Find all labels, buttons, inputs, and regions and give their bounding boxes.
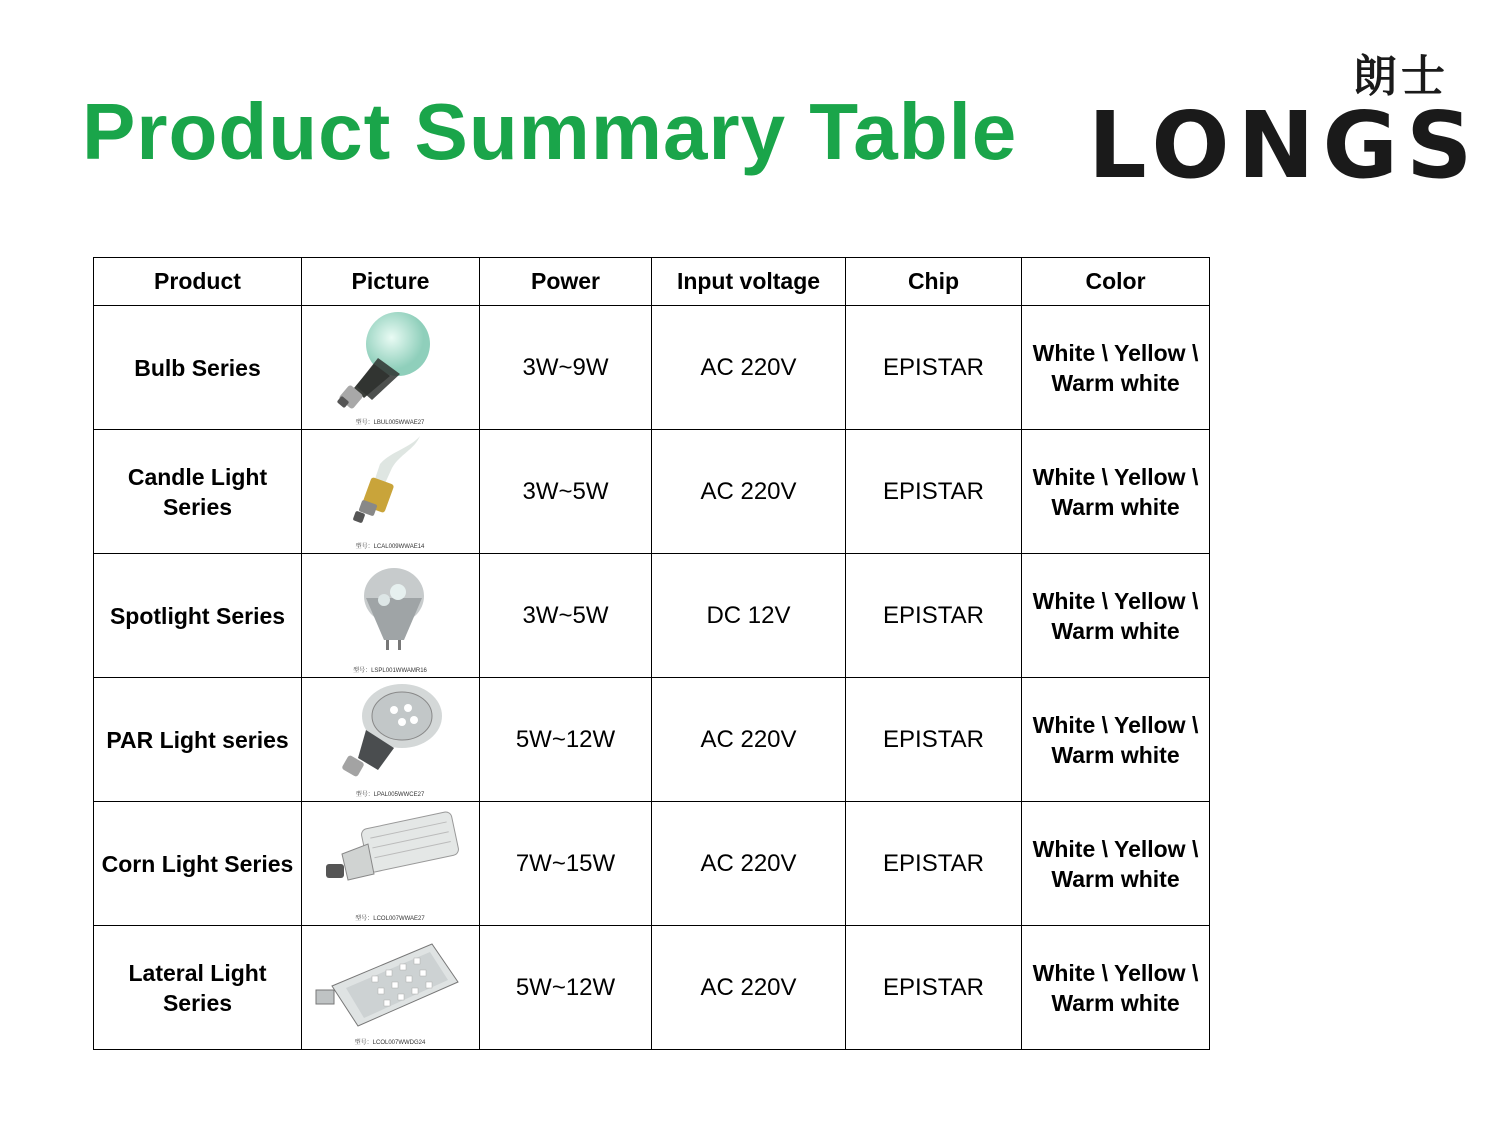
- table-row: [94, 678, 1210, 802]
- picture-cell: [302, 430, 480, 554]
- header-input-voltage: Input voltage: [652, 258, 846, 306]
- product-name: Candle Light Series: [94, 430, 302, 554]
- spotlight-icon: [302, 554, 478, 677]
- color-line-2: Warm white: [1051, 493, 1180, 520]
- picture-cell: [302, 678, 480, 802]
- chip-value: EPISTAR: [846, 306, 1022, 430]
- table-row: [94, 802, 1210, 926]
- table-header-row: [94, 258, 1210, 306]
- table-row: [94, 306, 1210, 430]
- color-line-1: White \ Yellow \: [1032, 463, 1199, 490]
- header-chip: Chip: [846, 258, 1022, 306]
- logo-chinese-text: 朗士: [1353, 52, 1449, 101]
- voltage-value: DC 12V: [652, 554, 846, 678]
- chip-value: EPISTAR: [846, 678, 1022, 802]
- voltage-value: AC 220V: [652, 802, 846, 926]
- color-line-1: White \ Yellow \: [1032, 711, 1199, 738]
- picture-cell: [302, 802, 480, 926]
- picture-cell: [302, 926, 480, 1050]
- color-line-1: White \ Yellow \: [1032, 959, 1199, 986]
- color-line-2: Warm white: [1051, 865, 1180, 892]
- color-value: [1022, 306, 1210, 430]
- product-summary-table: [93, 257, 1210, 1050]
- voltage-value: AC 220V: [652, 678, 846, 802]
- color-value: [1022, 430, 1210, 554]
- color-line-2: Warm white: [1051, 741, 1180, 768]
- picture-caption: 型号：LSPL001WWAMR16: [353, 668, 427, 674]
- picture-caption: 型号：LPAL005WWCE27: [355, 792, 425, 798]
- product-name: Spotlight Series: [94, 554, 302, 678]
- header-picture: Picture: [302, 258, 480, 306]
- bulb-icon: [302, 306, 478, 429]
- color-line-1: White \ Yellow \: [1032, 587, 1199, 614]
- table-row: [94, 554, 1210, 678]
- product-name: Bulb Series: [94, 306, 302, 430]
- picture-cell: [302, 554, 480, 678]
- chip-value: EPISTAR: [846, 430, 1022, 554]
- voltage-value: AC 220V: [652, 306, 846, 430]
- color-line-1: White \ Yellow \: [1032, 339, 1199, 366]
- header-product: Product: [94, 258, 302, 306]
- corn-light-icon: [302, 802, 478, 925]
- product-name: Corn Light Series: [94, 802, 302, 926]
- power-value: 5W~12W: [480, 678, 652, 802]
- color-line-2: Warm white: [1051, 989, 1180, 1016]
- power-value: 3W~5W: [480, 554, 652, 678]
- color-line-2: Warm white: [1051, 369, 1180, 396]
- picture-cell: [302, 306, 480, 430]
- color-line-2: Warm white: [1051, 617, 1180, 644]
- picture-caption: 型号：LCAL009WWAE14: [355, 544, 425, 550]
- header-color: Color: [1022, 258, 1210, 306]
- longs-logo: [1088, 52, 1481, 199]
- par-light-icon: [302, 678, 478, 801]
- candle-light-icon: [302, 430, 478, 553]
- picture-caption: 型号：LCOL007WWAE27: [355, 916, 425, 922]
- color-value: [1022, 802, 1210, 926]
- voltage-value: AC 220V: [652, 430, 846, 554]
- color-line-1: White \ Yellow \: [1032, 835, 1199, 862]
- color-value: [1022, 926, 1210, 1050]
- power-value: 7W~15W: [480, 802, 652, 926]
- lateral-light-icon: [302, 926, 478, 1049]
- power-value: 5W~12W: [480, 926, 652, 1050]
- table-row: [94, 430, 1210, 554]
- power-value: 3W~5W: [480, 430, 652, 554]
- header-power: Power: [480, 258, 652, 306]
- table-row: [94, 926, 1210, 1050]
- chip-value: EPISTAR: [846, 926, 1022, 1050]
- product-name: PAR Light series: [94, 678, 302, 802]
- color-value: [1022, 678, 1210, 802]
- picture-caption: 型号：LCOL007WWDG24: [354, 1040, 426, 1046]
- color-value: [1022, 554, 1210, 678]
- chip-value: EPISTAR: [846, 554, 1022, 678]
- picture-caption: 型号：LBUL005WWAE27: [355, 420, 425, 426]
- logo-brand-text: LONGS: [1088, 92, 1481, 199]
- voltage-value: AC 220V: [652, 926, 846, 1050]
- product-name: Lateral Light Series: [94, 926, 302, 1050]
- page-title: Product Summary Table: [82, 87, 1018, 176]
- power-value: 3W~9W: [480, 306, 652, 430]
- chip-value: EPISTAR: [846, 802, 1022, 926]
